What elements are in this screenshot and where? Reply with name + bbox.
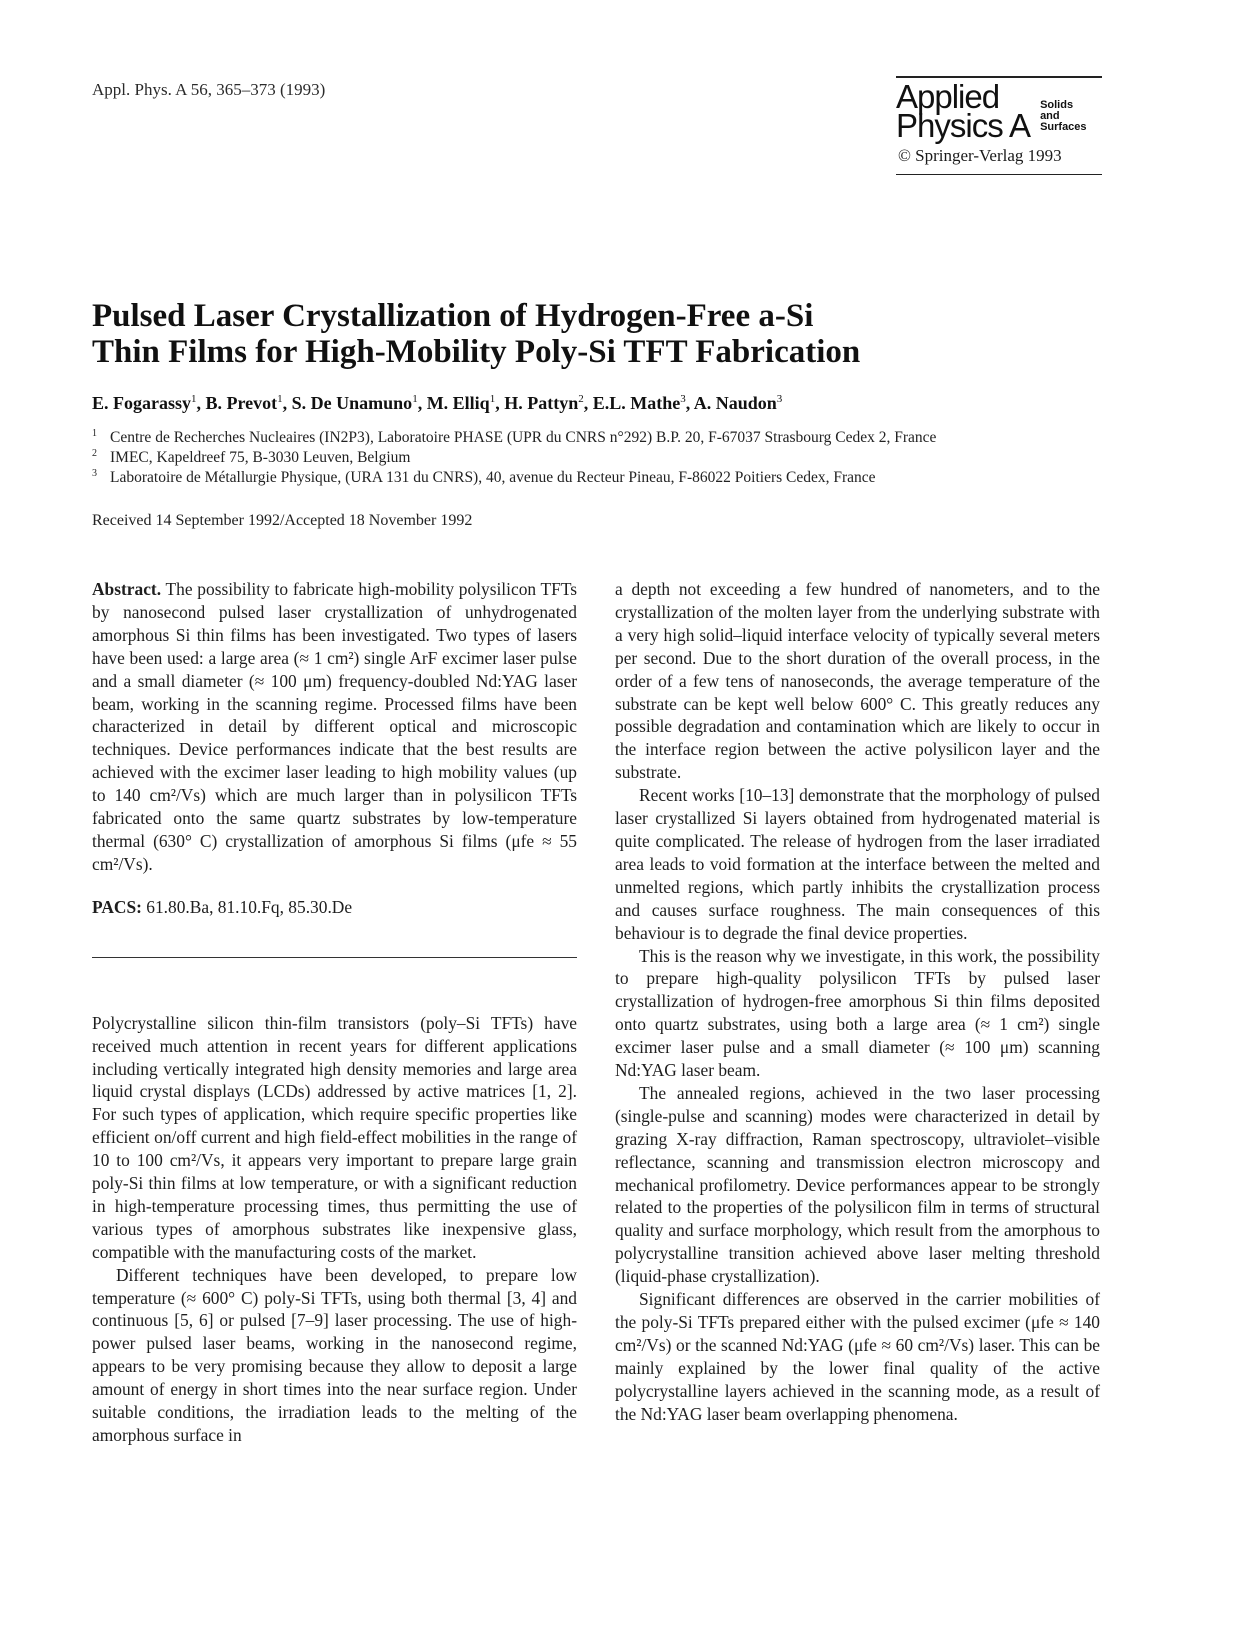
pacs bbox=[92, 896, 577, 919]
received-dates: Received 14 September 1992/Accepted 18 November 1992 bbox=[92, 512, 473, 529]
affiliation-number: 2 bbox=[92, 448, 97, 459]
body-paragraph: This is the reason why we investigate, in this work, the possibility to prepare high-quality polysilicon TFTs by pulsed laser crystallization of hydrogen-free amorphous Si thin films deposited onto quartz substrates, using both a large area (≈ 1 cm²) single excimer laser pulse and a small diameter (≈ 100 μm) scanning Nd:YAG laser beam. bbox=[615, 945, 1100, 1081]
body-paragraph: Significant differences are observed in the carrier mobilities of the poly-Si TFTs prepared either with the pulsed excimer (μfe ≈ 140 cm²/Vs) or the scanned Nd:YAG (μfe ≈ 60 cm²/Vs) laser. This can be mainly explained by the lower final quality of the active polycrystalline layers achieved in the scanning mode, as a result of the Nd:YAG laser beam overlapping phenomena. bbox=[615, 1289, 1100, 1424]
author-name: H. Pattyn bbox=[504, 393, 579, 413]
body-paragraph: Polycrystalline silicon thin-film transistors (poly–Si TFTs) have received much attention in recent years for different applications including vertically integrated high density memories and large area liquid crystal displays (LCDs) addressed by active matrices [1, 2]. For such types of application, which require specific properties like efficient on/off current and high field-effect mobilities in the range of 10 to 100 cm²/Vs, it appears very important to prepare large grain poly-Si thin films at low temperature, or with a significant reduction in high-temperature processing times, thus permitting the use of various types of amorphous substrates like inexpensive glass, compatible with the manufacturing costs of the market. bbox=[92, 1012, 577, 1262]
left-column bbox=[92, 578, 577, 1447]
author-list: E. Fogarassy$^1$, B. Prevot$^1$, S. De Unamuno$^1$, M. Elliq$^1$, H. Pattyn$^2$, E.L. Mathe$^3$, A. Naudon$^3$ bbox=[92, 393, 783, 413]
abstract-divider bbox=[92, 957, 577, 958]
journal-citation: Appl. Phys. A 56, 365–373 (1993) bbox=[92, 80, 326, 99]
abstract-label: Abstract. bbox=[92, 579, 162, 599]
author-name: E.L. Mathe bbox=[592, 393, 681, 413]
logo-bottom-rule bbox=[896, 174, 1102, 175]
author-affiliation-mark: 1 bbox=[489, 393, 496, 405]
journal-logo-block bbox=[896, 76, 1102, 175]
author-name: S. De Unamuno bbox=[291, 393, 413, 413]
author-affiliation-mark: 1 bbox=[191, 393, 197, 405]
affiliation-text: Centre de Recherches Nucleaires (IN2P3), Laboratoire PHASE (UPR du CNRS n°292) B.P. 20, F-67037 Strasbourg Cedex 2, France bbox=[110, 429, 937, 446]
author-affiliation-mark: 3 bbox=[680, 393, 686, 405]
copyright-notice: © Springer-Verlag 1993 bbox=[898, 146, 1062, 165]
author-name: A. Naudon bbox=[693, 393, 777, 413]
affiliation bbox=[92, 468, 936, 488]
author-affiliation-mark: 1 bbox=[412, 393, 418, 405]
affiliation bbox=[92, 428, 936, 448]
body-paragraph: Recent works [10–13] demonstrate that the morphology of pulsed laser crystallized Si layers obtained from hydrogenated material is quite complicated. The release of hydrogen from the laser irradiated area leads to void formation at the interface between the melted and unmelted regions, which partly inhibits the crystallization process and causes surface roughness. The main consequences of this behaviour is to degrade the final device properties. bbox=[615, 785, 1100, 943]
affiliation-number: 3 bbox=[92, 468, 97, 479]
body-paragraph: The annealed regions, achieved in the two laser processing (single-pulse and scanning) modes were characterized in detail by grazing X-ray diffraction, Raman spectroscopy, ultraviolet–visible reflectance, scanning and transmission electron microscopy and mechanical profilometry. Device performances appear to be strongly related to the properties of the polysilicon film in terms of structural quality and surface morphology, which result from the amorphous to polycrystalline transition achieved above laser melting threshold (liquid-phase crystallization). bbox=[615, 1082, 1100, 1287]
author-name: B. Prevot bbox=[205, 393, 278, 413]
left-body-text bbox=[92, 1012, 577, 1447]
right-body-text bbox=[615, 578, 1100, 1426]
logo-line-physics: Physics A bbox=[896, 107, 1031, 144]
body-paragraph: Different techniques have been developed, to prepare low temperature (≈ 600° C) poly-Si TFTs, using both thermal [3, 4] and continuous [5, 6] or pulsed [7–9] laser processing. The use of high-power pulsed laser beams, working in the nanosecond regime, appears to be very promising because they allow to deposit a large amount of energy in short times into the near surface region. Under suitable conditions, the irradiation leads to the melting of the amorphous surface in bbox=[92, 1264, 577, 1445]
author-affiliation-mark: 1 bbox=[277, 393, 283, 405]
affiliation-number: 1 bbox=[92, 428, 97, 439]
body-paragraph: a depth not exceeding a few hundred of nanometers, and to the crystallization of the molten layer from the underlying substrate with a very high solid–liquid interface velocity of typically several meters per second. Due to the short duration of the overall process, in the order of a few tens of nanoseconds, the average temperature of the substrate can be kept well below 600° C. This greatly reduces any possible degradation and contamination which are likely to occur in the interface region between the active polysilicon layer and the substrate. bbox=[615, 579, 1100, 783]
logo-side-and: and bbox=[1040, 110, 1060, 122]
title-line-1: Pulsed Laser Crystallization of Hydrogen-Free a-Si bbox=[92, 298, 814, 334]
author-name: E. Fogarassy bbox=[92, 393, 191, 413]
abstract-text: The possibility to fabricate high-mobility polysilicon TFTs by nanosecond pulsed laser crystallization of unhydrogenated amorphous Si thin films has been investigated. Two types of lasers have been used: a large area (≈ 1 cm²) single ArF excimer laser pulse and a small diameter (≈ 100 μm) frequency-doubled Nd:YAG laser beam, working in the scanning regime. Processed films have been characterized in detail by different optical and microscopic techniques. Device performances indicate that the best results are achieved with the excimer laser leading to high mobility values (up to 140 cm²/Vs) which are much larger than in polysilicon TFTs fabricated onto the same quartz substrates by low-temperature thermal (630° C) crystallization of amorphous Si films (μfe ≈ 55 cm²/Vs). bbox=[92, 579, 577, 874]
author-name: M. Elliq bbox=[426, 393, 490, 413]
author-affiliation-mark: 3 bbox=[776, 393, 783, 405]
pacs-codes: 61.80.Ba, 81.10.Fq, 85.30.De bbox=[146, 896, 353, 917]
affiliation-list bbox=[92, 428, 936, 488]
affiliation bbox=[92, 448, 936, 468]
author-affiliation-mark: 2 bbox=[578, 393, 584, 405]
title-line-2: Thin Films for High-Mobility Poly-Si TFT Fabrication bbox=[92, 334, 861, 370]
affiliation-text: Laboratoire de Métallurgie Physique, (URA 131 du CNRS), 40, avenue du Recteur Pineau, F-86022 Poitiers Cedex, France bbox=[110, 469, 876, 486]
logo-side-solids: Solids bbox=[1040, 99, 1074, 111]
journal-logo bbox=[896, 78, 1102, 144]
pacs-label: PACS: bbox=[92, 896, 142, 917]
right-column bbox=[615, 578, 1100, 1426]
logo-line-applied: Applied bbox=[896, 78, 1000, 115]
affiliation-text: IMEC, Kapeldreef 75, B-3030 Leuven, Belgium bbox=[110, 449, 411, 466]
abstract bbox=[92, 578, 577, 876]
paper-title bbox=[92, 298, 1142, 370]
logo-side-surfaces: Surfaces bbox=[1040, 121, 1087, 133]
